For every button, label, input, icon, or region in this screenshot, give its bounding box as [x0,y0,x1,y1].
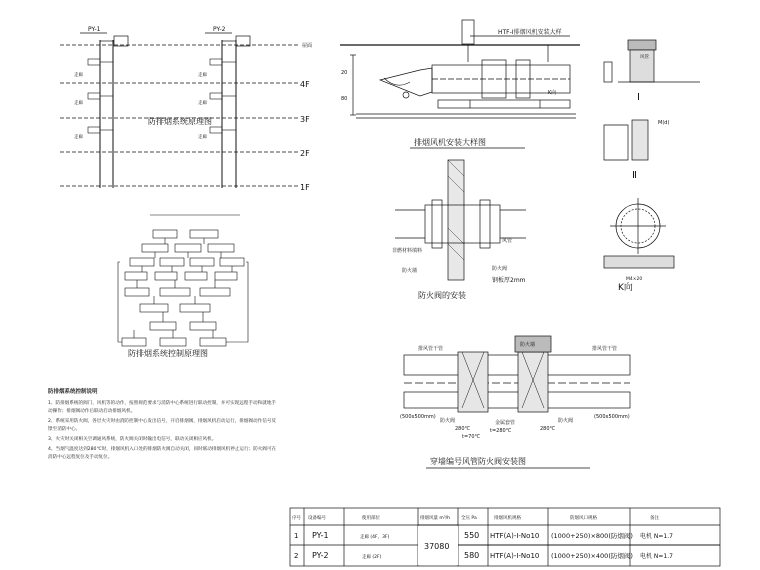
table-cell: (1000+250)×400(防烟阀) [551,552,633,560]
k-label: K向 [618,283,633,293]
table-cell: 580 [464,551,480,560]
table-header: 备注 [650,516,659,521]
floor-label-1f: 1F [300,183,310,192]
fan-detail [340,20,580,148]
damper-label: 钢板厚2mm [492,277,526,284]
room-label: 走廊 [74,101,83,106]
merged-volume: 37080 [424,542,450,551]
notes-heading: 防排烟系统控制说明 [48,389,98,395]
dim-label: 80 [341,96,348,102]
room-label: 走廊 [74,73,83,78]
roman-label: Ⅱ [632,170,637,181]
table-cell: PY-1 [312,531,329,540]
table-cell: (1000+250)×800(防烟阀) [551,532,633,540]
wall-label: 金属套管 [495,420,516,426]
table-header: 排烟风量 m³/h [420,516,450,521]
table-cell: 电机 N=1.7 [640,533,673,540]
col-label-py1: PY-1 [88,26,101,33]
wall-label: t=70℃ [462,434,481,440]
note-item: 3、火灾时关闭相关空调通风系统，防火阀关闭时输出电信号，联动关闭相应风机。 [48,437,217,442]
damper-label: 风管 [502,238,513,244]
size-label: M(d) [658,120,670,126]
damper-label: 防火阀 [492,266,508,272]
fan-icon [114,36,128,46]
table-header: 排烟风机规格 [494,516,521,521]
wall-label: 排风管干管 [592,346,618,352]
dim-label: 20 [341,70,348,76]
small-label: 风管 [640,55,649,60]
table-header: 全压 Pa [461,516,477,521]
room-label: 走廊 [198,73,207,78]
damper-label: 防火墙 [402,268,418,274]
floor-label-4f: 4F [300,80,310,89]
damper-label: 非燃材料填料 [392,248,423,254]
side-label: K向 [548,90,557,96]
roman-label: Ⅰ [637,92,640,103]
wall-label: 280℃ [540,426,556,432]
damper-title: 防火阀的安装 [418,291,466,300]
table-cell: 走廊 (2F) [362,555,382,560]
table-cell: HTF(A)-Ⅰ-No10 [490,532,540,540]
room-label: 走廊 [74,135,83,140]
riser-title: 防排烟系统原理图 [148,117,212,126]
table-header: 序号 [292,516,301,521]
wall-detail [400,336,630,468]
wall-label: t=280℃ [490,428,512,434]
table-header: 防烟风口规格 [570,516,597,521]
control-title: 防排烟系统控制原理图 [128,349,208,358]
control-diagram [118,215,248,358]
small-details [604,40,700,293]
table-cell: 走廊 (4F、3F) [360,535,390,540]
room-label: 走廊 [198,101,207,106]
table-cell: 2 [294,552,299,560]
table-cell: HTF(A)-Ⅰ-No10 [490,552,540,560]
wall-label: 280℃ [455,426,471,432]
fan-icon [236,36,250,46]
floor-label-3f: 3F [300,115,310,124]
table-cell: 550 [464,531,480,540]
table-header: 设备编号 [308,516,326,521]
damper-detail [392,160,526,300]
note-item: 1、防排烟系统的阀门、风机等的动作，按照规范要求与消防中心系统进行联动控制，并可实现远程手动和就地手动操作；排烟阀动作后联动启动排烟风机。 [48,401,277,414]
note-item: 2、系统采用防火阀，各层火灾时由消防控制中心发出信号，开启排烟阀，排烟风机启动运行，排烟阀动作信号反馈至消防中心。 [48,419,277,432]
room-label: 走廊 [198,135,207,140]
size-label: M4×20 [626,277,643,282]
table-cell: 电机 N=1.7 [640,553,673,560]
col-label-py2: PY-2 [213,26,226,33]
wall-label: 排风管干管 [418,346,444,352]
wall-label: 防火阀 [558,418,574,424]
wall-label: 防火墙 [520,342,536,348]
wall-detail-title: 穿墙编号风管防火阀安装图 [430,457,526,466]
wall-label: (500x500mm) [594,414,630,420]
wall-label: 防火阀 [440,418,456,424]
table-cell: 1 [294,532,299,540]
table-header: 使用部位 [362,516,380,521]
equipment-table [290,508,720,566]
fan-callout: HTF-Ⅰ排烟风机安装大样 [498,29,562,36]
notes-block [48,388,280,464]
floor-label-roof: 屋面 [302,43,313,49]
note-item: 4、当烟气温度达到280℃时，排烟风机入口处的排烟防火阀自动关闭，同时联动排烟风机停止运行；防火阀可在消防中心远程复位及手动复位。 [48,447,277,460]
floor-label-2f: 2F [300,149,310,158]
table-cell: PY-2 [312,551,329,560]
wall-label: (500x500mm) [400,414,436,420]
riser-diagram [60,26,312,192]
fan-detail-title: 排烟风机安装大样图 [414,138,486,147]
